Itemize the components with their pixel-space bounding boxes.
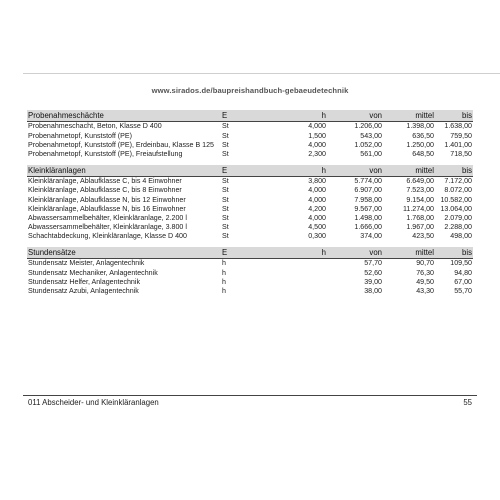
- table-row: [27, 232, 473, 241]
- table-cell: 2.288,00: [444, 223, 472, 232]
- table-cell: h: [222, 287, 226, 296]
- table-cell: 9.567,00: [354, 204, 382, 213]
- table-cell: St: [222, 186, 229, 195]
- table-header-row: [27, 110, 473, 122]
- table-cell: 1.250,00: [406, 140, 434, 149]
- table-cell: 7.523,00: [406, 186, 434, 195]
- table-cell: 57,70: [364, 259, 382, 268]
- table-cell: 38,00: [364, 287, 382, 296]
- table-cell: 543,00: [360, 131, 382, 140]
- table-cell: 1.206,00: [354, 122, 382, 131]
- table-cell: 4,000: [308, 186, 326, 195]
- table-cell: 76,30: [416, 268, 434, 277]
- table-row: [27, 214, 473, 223]
- column-header: bis: [435, 110, 473, 122]
- table-cell: [265, 277, 327, 286]
- table-cell: 6.649,00: [406, 177, 434, 186]
- column-header: mittel: [383, 247, 435, 259]
- table-cell: 94,80: [454, 268, 472, 277]
- table-cell: 6.907,00: [354, 186, 382, 195]
- table-row: [27, 150, 473, 159]
- table-cell: 109,50: [450, 259, 472, 268]
- table-row: [27, 131, 473, 140]
- table-cell: 3,800: [308, 177, 326, 186]
- table-cell: 67,00: [454, 277, 472, 286]
- table-cell: 1.052,00: [354, 140, 382, 149]
- table-cell: 4,200: [308, 204, 326, 213]
- column-header: mittel: [383, 165, 435, 177]
- column-header: E: [221, 247, 265, 259]
- item-description: Abwassersammelbehälter, Kleinkläranlage, 2.200 l: [28, 213, 187, 222]
- table-cell: St: [222, 195, 229, 204]
- price-table: [27, 247, 473, 296]
- item-description: Probenahmeschacht, Beton, Klasse D 400: [28, 122, 162, 131]
- item-description: Kleinkläranlage, Ablaufklasse N, bis 12 Einwohner: [28, 195, 186, 204]
- item-description: Stundensatz Meister, Anlagentechnik: [28, 259, 145, 268]
- table-row: [27, 176, 473, 186]
- item-description: Stundensatz Azubi, Anlagentechnik: [28, 287, 139, 296]
- table-cell: 1.498,00: [354, 213, 382, 222]
- table-cell: 561,00: [360, 149, 382, 158]
- table-header-row: [27, 247, 473, 259]
- table-cell: 1.401,00: [444, 140, 472, 149]
- top-rule: [23, 73, 500, 74]
- table-cell: 8.072,00: [444, 186, 472, 195]
- column-header: mittel: [383, 110, 435, 122]
- table-cell: St: [222, 177, 229, 186]
- column-header: bis: [435, 247, 473, 259]
- table-cell: h: [222, 259, 226, 268]
- table-cell: 4,000: [308, 122, 326, 131]
- price-table: [27, 165, 473, 241]
- table-cell: 5.774,00: [354, 177, 382, 186]
- table-cell: 2.079,00: [444, 213, 472, 222]
- table-row: [27, 287, 473, 296]
- table-cell: 1.967,00: [406, 223, 434, 232]
- table-cell: 1,500: [308, 131, 326, 140]
- table-cell: St: [222, 213, 229, 222]
- table-cell: 759,50: [450, 131, 472, 140]
- price-table: [27, 110, 473, 159]
- table-cell: 7.958,00: [354, 195, 382, 204]
- table-cell: 1.398,00: [406, 122, 434, 131]
- table-cell: 49,50: [416, 277, 434, 286]
- page-number: 55: [463, 398, 472, 407]
- table-cell: St: [222, 131, 229, 140]
- column-header: von: [327, 247, 383, 259]
- item-description: Probenahmetopf, Kunststoff (PE), Freiaufstellung: [28, 149, 183, 158]
- table-row: [27, 268, 473, 277]
- table-cell: 52,60: [364, 268, 382, 277]
- table-cell: 498,00: [450, 232, 472, 241]
- section-title: Probenahmeschächte: [27, 110, 221, 122]
- table-cell: 9.154,00: [406, 195, 434, 204]
- column-header: E: [221, 165, 265, 177]
- table-cell: 648,50: [412, 149, 434, 158]
- table-cell: 1.768,00: [406, 213, 434, 222]
- table-cell: 636,50: [412, 131, 434, 140]
- table-row: [27, 195, 473, 204]
- table-cell: 4,000: [308, 140, 326, 149]
- table-cell: 4,000: [308, 213, 326, 222]
- table-cell: [265, 259, 327, 269]
- table-cell: [265, 268, 327, 277]
- footer-rule: [23, 395, 477, 396]
- table-row: [27, 259, 473, 269]
- table-row: [27, 186, 473, 195]
- column-header: h: [265, 165, 327, 177]
- table-cell: 718,50: [450, 149, 472, 158]
- table-cell: St: [222, 223, 229, 232]
- column-header: von: [327, 165, 383, 177]
- table-cell: 0,300: [308, 232, 326, 241]
- table-cell: 13.064,00: [440, 204, 472, 213]
- item-description: Abwassersammelbehälter, Kleinkläranlage, 3.800 l: [28, 223, 187, 232]
- table-header-row: [27, 165, 473, 177]
- table-row: [27, 223, 473, 232]
- table-cell: [265, 287, 327, 296]
- item-description: Kleinkläranlage, Ablaufklasse N, bis 16 Einwohner: [28, 204, 186, 213]
- table-cell: St: [222, 122, 229, 131]
- table-cell: h: [222, 277, 226, 286]
- item-description: Schachtabdeckung, Kleinkläranlage, Klasse D 400: [28, 232, 187, 241]
- section-title: Kleinkläranlagen: [27, 165, 221, 177]
- item-description: Kleinkläranlage, Ablaufklasse C, bis 4 Einwohner: [28, 177, 182, 186]
- table-cell: St: [222, 140, 229, 149]
- table-cell: 90,70: [416, 259, 434, 268]
- header-url: www.sirados.de/baupreishandbuch-gebaeudetechnik: [151, 86, 349, 95]
- item-description: Probenahmetopf, Kunststoff (PE): [28, 131, 132, 140]
- column-header: h: [265, 110, 327, 122]
- table-cell: h: [222, 268, 226, 277]
- table-row: [27, 122, 473, 132]
- item-description: Probenahmetopf, Kunststoff (PE), Erdeinbau, Klasse B 125: [28, 140, 214, 149]
- table-cell: St: [222, 232, 229, 241]
- table-row: [27, 204, 473, 213]
- table-cell: 7.172,00: [444, 177, 472, 186]
- section-title: Stundensätze: [27, 247, 221, 259]
- item-description: Kleinkläranlage, Ablaufklasse C, bis 8 Einwohner: [28, 186, 182, 195]
- table-cell: 11.274,00: [402, 204, 434, 213]
- table-row: [27, 140, 473, 149]
- table-cell: 4,000: [308, 195, 326, 204]
- table-cell: 4,500: [308, 223, 326, 232]
- table-cell: 1.666,00: [354, 223, 382, 232]
- column-header: h: [265, 247, 327, 259]
- footer-chapter: 011 Abscheider- und Kleinkläranlagen: [28, 398, 159, 407]
- table-row: [27, 277, 473, 286]
- item-description: Stundensatz Helfer, Anlagentechnik: [28, 277, 140, 286]
- table-cell: 2,300: [308, 149, 326, 158]
- table-cell: St: [222, 149, 229, 158]
- column-header: von: [327, 110, 383, 122]
- price-tables: [27, 110, 473, 302]
- table-cell: 374,00: [360, 232, 382, 241]
- table-cell: 423,50: [412, 232, 434, 241]
- table-cell: 39,00: [364, 277, 382, 286]
- table-cell: St: [222, 204, 229, 213]
- table-cell: 55,70: [454, 287, 472, 296]
- column-header: E: [221, 110, 265, 122]
- table-cell: 43,30: [416, 287, 434, 296]
- table-cell: 10.582,00: [440, 195, 472, 204]
- table-cell: 1.638,00: [444, 122, 472, 131]
- item-description: Stundensatz Mechaniker, Anlagentechnik: [28, 268, 158, 277]
- column-header: bis: [435, 165, 473, 177]
